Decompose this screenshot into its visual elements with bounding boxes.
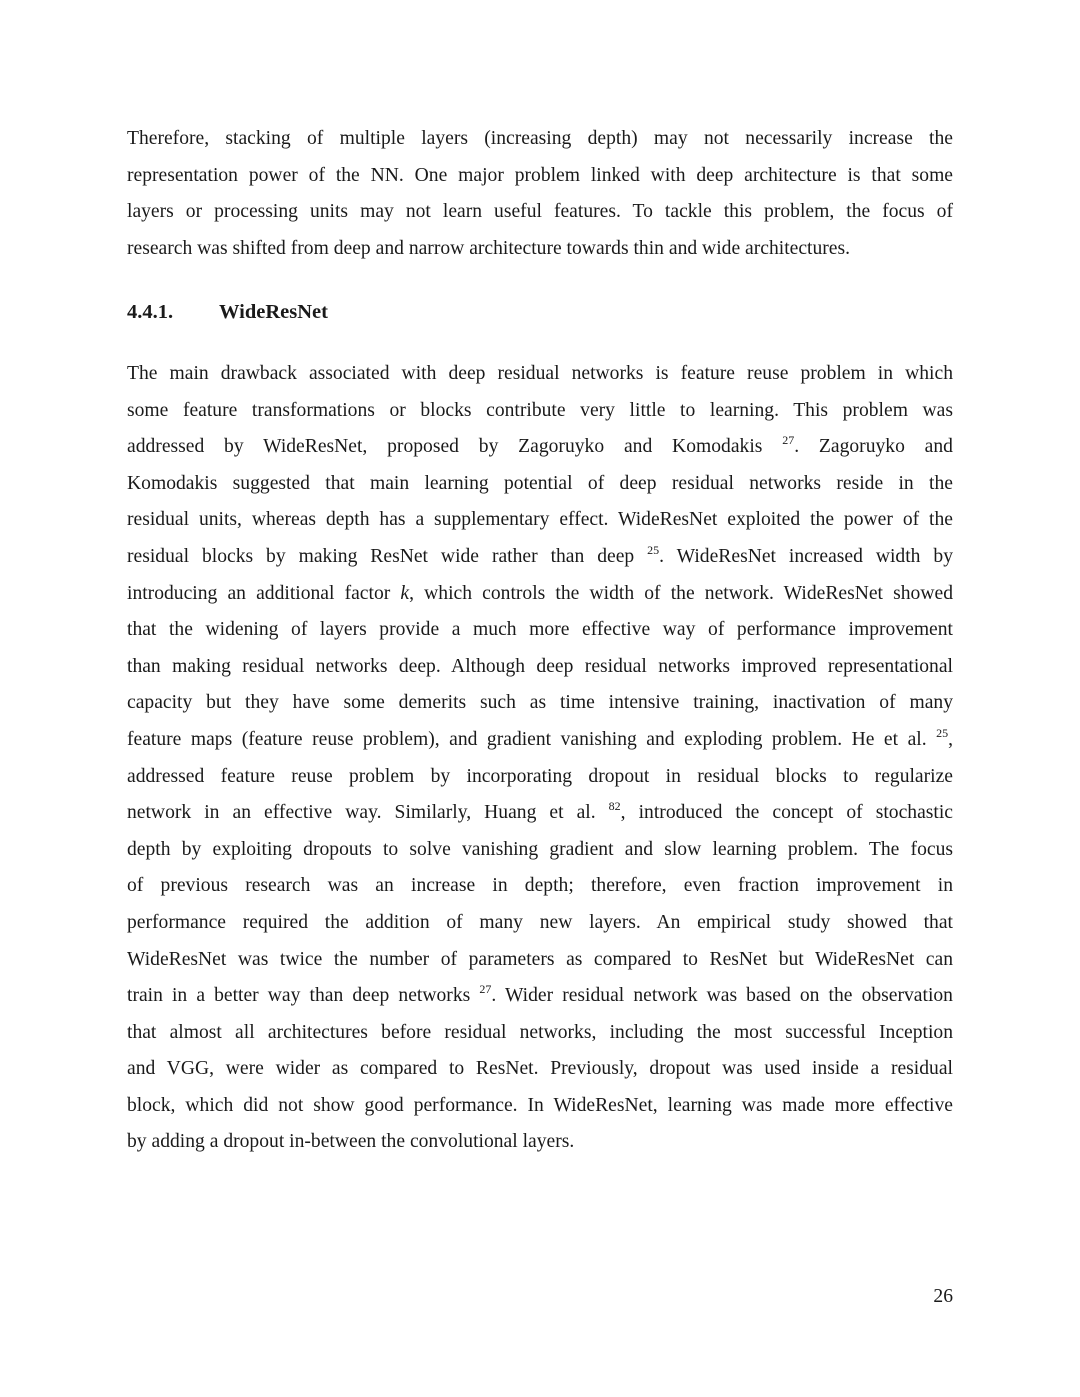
text-segment: that the widening of layers provide a much more effective way of performance improvement — [127, 619, 953, 641]
text-segment: . Wider residual network was based on the observation — [491, 985, 953, 1007]
citation-superscript: 25 — [647, 542, 660, 557]
text-line — [127, 1015, 953, 1052]
paragraph-intro — [127, 121, 953, 267]
text-segment: Komodakis suggested that main learning potential of deep residual networks reside in the — [127, 472, 953, 494]
text-segment: than making residual networks deep. Although deep residual networks improved representational — [127, 655, 953, 677]
text-line — [127, 722, 953, 759]
text-segment: . Zagoruyko and — [794, 436, 953, 458]
text-line — [127, 1051, 953, 1088]
text-segment: The main drawback associated with deep residual networks is feature reuse problem in which — [127, 363, 953, 384]
text-segment: . WideResNet increased width by — [659, 545, 953, 567]
text-line — [127, 393, 953, 430]
text-segment: train in a better way than deep networks — [127, 985, 480, 1007]
text-line — [127, 356, 953, 393]
text-line — [127, 539, 953, 576]
text-line — [127, 1124, 953, 1161]
text-segment: , introduced the concept of stochastic — [620, 802, 953, 824]
text-line — [127, 832, 953, 869]
text-segment: residual blocks by making ResNet wide rather than deep — [127, 545, 648, 567]
citation-superscript: 25 — [936, 725, 949, 740]
text-line — [127, 194, 953, 231]
text-line — [127, 905, 953, 942]
text-line — [127, 429, 953, 466]
text-segment: research was shifted from deep and narrow architecture towards thin and wide architectures. — [127, 237, 851, 259]
text-segment: performance required the addition of many new layers. An empirical study showed that — [127, 911, 953, 933]
text-line — [127, 121, 953, 158]
text-segment: , — [948, 728, 953, 750]
citation-superscript: 27 — [479, 982, 492, 997]
italic-variable: k — [400, 582, 410, 604]
text-line — [127, 231, 953, 268]
text-segment: capacity but they have some demerits such as time intensive training, inactivation of many — [127, 692, 953, 714]
text-segment: layers or processing units may not learn useful features. To tackle this problem, the focus of — [127, 201, 953, 223]
text-line — [127, 158, 953, 195]
text-line — [127, 759, 953, 796]
text-segment: block, which did not show good performance. In WideResNet, learning was made more effective — [127, 1094, 953, 1116]
text-segment: , which controls the width of the network. WideResNet showed — [409, 582, 953, 604]
text-segment: of previous research was an increase in depth; therefore, even fraction improvement in — [127, 875, 953, 897]
text-segment: depth by exploiting dropouts to solve vanishing gradient and slow learning problem. The focus — [127, 838, 953, 860]
text-line — [127, 942, 953, 979]
section-number: 4.4.1. — [127, 301, 174, 323]
citation-superscript: 82 — [608, 799, 621, 814]
text-segment: that almost all architectures before residual networks, including the most successful Inception — [127, 1021, 953, 1043]
text-line — [127, 978, 953, 1015]
text-segment: introducing an additional factor — [127, 582, 401, 604]
text-segment: WideResNet was twice the number of parameters as compared to ResNet but WideResNet can — [127, 948, 953, 970]
text-line — [127, 1088, 953, 1125]
text-line — [127, 685, 953, 722]
text-line — [127, 649, 953, 686]
citation-superscript: 27 — [782, 433, 795, 448]
text-segment: residual units, whereas depth has a supplementary effect. WideResNet exploited the power of the — [127, 509, 953, 531]
text-segment: by adding a dropout in-between the convolutional layers. — [127, 1131, 575, 1153]
text-segment: feature maps (feature reuse problem), and gradient vanishing and exploding problem. He et al. — [127, 728, 937, 750]
text-line — [127, 576, 953, 613]
text-line — [127, 612, 953, 649]
text-segment: and VGG, were wider as compared to ResNet. Previously, dropout was used inside a residual — [127, 1058, 953, 1080]
text-segment: network in an effective way. Similarly, Huang et al. — [127, 802, 609, 824]
text-segment: Therefore, stacking of multiple layers (increasing depth) may not necessarily increase the — [127, 128, 953, 149]
section-heading — [127, 298, 953, 326]
page-number: 26 — [933, 1286, 953, 1307]
paragraph-wideresnet — [127, 356, 953, 1161]
text-line — [127, 502, 953, 539]
text-segment: representation power of the NN. One major problem linked with deep architecture is that some — [127, 164, 953, 186]
text-segment: addressed by WideResNet, proposed by Zagoruyko and Komodakis — [127, 436, 783, 458]
section-title: WideResNet — [219, 301, 328, 323]
text-segment: addressed feature reuse problem by incorporating dropout in residual blocks to regularize — [127, 765, 953, 787]
text-line — [127, 868, 953, 905]
text-segment: some feature transformations or blocks contribute very little to learning. This problem was — [127, 399, 953, 421]
text-line — [127, 795, 953, 832]
text-line — [127, 466, 953, 503]
